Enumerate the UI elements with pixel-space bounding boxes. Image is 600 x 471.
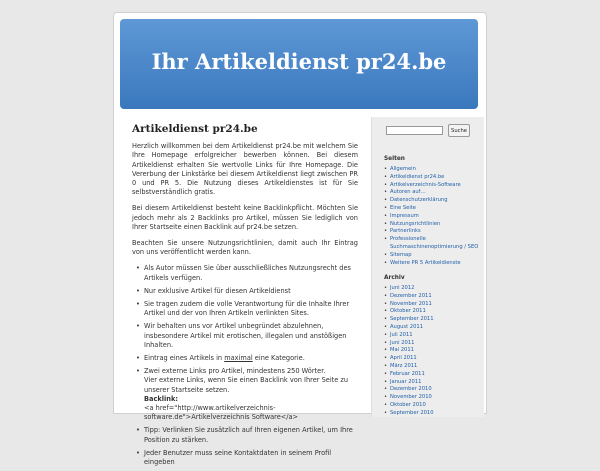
list-item: • Tipp: Verlinken Sie zusätzlich auf Ihren eigenen Artikel, um Ihre Position zu stärken. bbox=[138, 426, 358, 444]
search-button[interactable]: Suche bbox=[448, 124, 470, 137]
list-item: • Sie tragen zudem die volle Verantwortung für die Inhalte Ihrer Artikel und der von Ihren Artikeln verlinkten Sites. bbox=[138, 300, 358, 318]
list-item bbox=[138, 367, 358, 422]
sidebar-page-item bbox=[384, 221, 482, 229]
archive-month-item bbox=[384, 332, 482, 340]
backlink-paragraph: Bei diesem Artikeldienst besteht keine Backlinkpflicht. Möchten Sie jedoch mehr als 2 Backlinks pro Artikel, müssen Sie lediglich von Ihrer Startseite einen Backlink auf pr24.be setzen. bbox=[132, 204, 358, 231]
list-item: • Nur exklusive Artikel für diesen Artikeldienst bbox=[138, 287, 358, 296]
sidebar-page-link[interactable]: Allgemein bbox=[390, 166, 416, 172]
sidebar-page-link[interactable]: Artikeldienst pr24.be bbox=[390, 173, 445, 180]
sidebar-page-item bbox=[384, 182, 482, 190]
archive-month-link[interactable]: August 2011 bbox=[390, 323, 424, 330]
rules-list bbox=[132, 264, 358, 467]
archive-month-item bbox=[384, 293, 482, 301]
archive-month-link[interactable]: September 2011 bbox=[390, 316, 434, 323]
site-title[interactable]: Ihr Artikeldienst pr24.be bbox=[151, 49, 447, 74]
sidebar-page-item bbox=[384, 166, 482, 174]
archive-month-item bbox=[384, 308, 482, 316]
page-container bbox=[113, 12, 487, 467]
list-item: • Jeder Benutzer muss seine Kontaktdaten in seinem Profil eingeben bbox=[138, 449, 358, 467]
archive-month-item bbox=[384, 371, 482, 379]
archive-month-item bbox=[384, 355, 482, 363]
sidebar-page-item bbox=[384, 236, 482, 252]
list-item: • Als Autor müssen Sie über ausschließliches Nutzungsrecht des Artikels verfügen. bbox=[138, 264, 358, 282]
sidebar-page-link[interactable]: Partnerlinks bbox=[390, 228, 421, 235]
sidebar-page-item bbox=[384, 228, 482, 236]
archive-month-item bbox=[384, 347, 482, 355]
sidebar-page-link[interactable]: Sitemap bbox=[390, 251, 412, 258]
sidebar-page-link[interactable]: Professionelle Suchmaschinenoptimierung / SEO bbox=[390, 236, 479, 250]
sidebar-page-link[interactable]: Artikelverzeichnis-Software bbox=[390, 181, 461, 188]
list-item-text: Vier externe Links, wenn Sie einen Backlink von Ihrer Seite zu unserer Startseite setzen. bbox=[144, 376, 349, 394]
archive-month-item bbox=[384, 363, 482, 371]
sidebar-page-item bbox=[384, 197, 482, 205]
archive-month-item bbox=[384, 402, 482, 410]
search-input[interactable] bbox=[386, 126, 443, 135]
archive-month-link[interactable]: September 2010 bbox=[390, 409, 434, 416]
archive-month-link[interactable]: Oktober 2011 bbox=[390, 308, 426, 315]
sidebar-page-link[interactable]: Weitere PR 5 Artikeldienste bbox=[390, 259, 461, 266]
archive-month-link[interactable]: November 2010 bbox=[390, 394, 432, 401]
sidebar-page-link[interactable]: Autoren auf… bbox=[390, 189, 426, 196]
archive-heading: Archiv bbox=[384, 275, 405, 281]
archive-list bbox=[384, 285, 482, 418]
sidebar-page-item bbox=[384, 213, 482, 221]
archive-month-item bbox=[384, 379, 482, 387]
list-item: • Wir behalten uns vor Artikel unbegründet abzulehnen, insbesondere Artikel mit erotischen, illegalen und anstößigen Inhalten. bbox=[138, 322, 358, 350]
intro-paragraph: Herzlich willkommen bei dem Artikeldienst pr24.be mit welchem Sie Ihre Homepage erfolgreicher bewerben können. Bei diesem Artikeldienst erhalten Sie wertvolle Links für Ihre Homepage. Die Vererbung der Linkstärke bei diesem Artikeldienst liegt zwischen PR 0 und PR 5. Die Nutzung dieses Artikeldienstes ist für Sie selbstverständlich gratis. bbox=[132, 142, 358, 197]
pages-list bbox=[384, 166, 482, 267]
backlink-code: <a href="http://www.artikelverzeichnis-software.de">Artikelverzeichnis Software</a> bbox=[144, 404, 299, 422]
sidebar-page-item bbox=[384, 174, 482, 182]
archive-month-link[interactable]: Dezember 2010 bbox=[390, 386, 432, 393]
pages-heading: Seiten bbox=[384, 156, 405, 162]
archive-month-link[interactable]: Juli 2011 bbox=[390, 331, 413, 338]
list-item-text: eine Kategorie. bbox=[252, 354, 305, 363]
article-heading[interactable]: Artikeldienst pr24.be bbox=[132, 123, 258, 135]
archive-month-link[interactable]: Dezember 2011 bbox=[390, 292, 432, 299]
sidebar-page-item bbox=[384, 189, 482, 197]
archive-month-item bbox=[384, 410, 482, 418]
archive-month-link[interactable]: Mai 2011 bbox=[390, 347, 414, 354]
archive-month-link[interactable]: Februar 2011 bbox=[390, 370, 425, 377]
list-item-text: Eintrag eines Artikels in bbox=[144, 354, 225, 363]
archive-month-item bbox=[384, 285, 482, 293]
archive-month-item bbox=[384, 394, 482, 402]
archive-month-item bbox=[384, 316, 482, 324]
sidebar-page-item bbox=[384, 260, 482, 268]
archive-month-item bbox=[384, 340, 482, 348]
archive-month-link[interactable]: April 2011 bbox=[390, 355, 417, 362]
rules-paragraph: Beachten Sie unsere Nutzungsrichtlinien, damit auch Ihr Eintrag von uns veröffentlicht werden kann. bbox=[132, 239, 358, 257]
archive-month-link[interactable]: März 2011 bbox=[390, 362, 418, 369]
archive-month-item bbox=[384, 324, 482, 332]
sidebar bbox=[371, 117, 484, 417]
archive-month-link[interactable]: Oktober 2010 bbox=[390, 401, 426, 408]
archive-month-item bbox=[384, 386, 482, 394]
sidebar-page-link[interactable]: Nutzungsrichtlinien bbox=[390, 220, 441, 227]
site-header bbox=[120, 19, 478, 109]
list-item-text: Zwei externe Links pro Artikel, mindestens 250 Wörter. bbox=[144, 367, 326, 376]
sidebar-page-link[interactable]: Datenschutzerklärung bbox=[390, 197, 448, 204]
list-item bbox=[138, 354, 358, 363]
sidebar-page-item bbox=[384, 205, 482, 213]
archive-month-link[interactable]: Januar 2011 bbox=[390, 378, 422, 385]
archive-month-link[interactable]: November 2011 bbox=[390, 300, 432, 307]
archive-month-link[interactable]: Juni 2011 bbox=[390, 339, 415, 346]
sidebar-page-link[interactable]: Impressum bbox=[390, 212, 419, 219]
backlink-label: Backlink: bbox=[144, 394, 179, 403]
sidebar-page-link[interactable]: Eine Seite bbox=[390, 204, 416, 211]
maximal-link[interactable]: maximal bbox=[224, 354, 253, 363]
sidebar-page-item bbox=[384, 252, 482, 260]
archive-month-link[interactable]: Juni 2012 bbox=[390, 285, 415, 291]
archive-month-item bbox=[384, 301, 482, 309]
main-content bbox=[132, 125, 358, 471]
